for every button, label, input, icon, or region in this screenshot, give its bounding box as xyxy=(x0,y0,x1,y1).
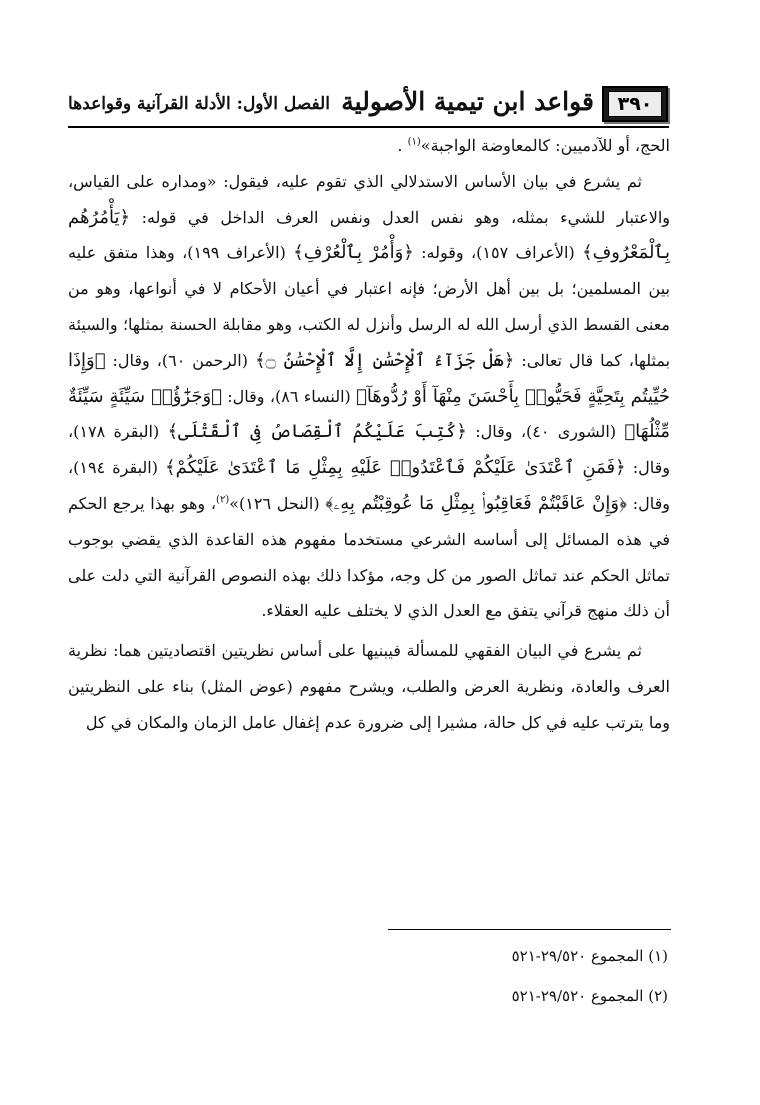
paragraph-1-end: . xyxy=(397,136,408,155)
text-segment: (النحل ١٢٦)» xyxy=(229,493,326,513)
footnote-ref-1: (١) xyxy=(407,136,421,148)
text-segment: ، وهو بهذا يرجع الحكم في هذه المسائل إلى أساسه الشرعي مستخدما مفهوم هذه القاعدة الذي يقضي بوجوب تماثل الحكم عند تماثل الصور من كل وجه، مؤكدا ذلك بهذه النصوص القرآنية التي دلت على أن ذلك منهج قرآني يتفق مع العدل الذي لا يختلف عليه العقلاء. xyxy=(68,493,670,621)
text-segment: (الرحمن ٦٠)، وقال: xyxy=(105,350,255,370)
text-segment: (البقرة ١٩٤)، وقال: xyxy=(68,458,670,513)
text-segment: (النساء ٨٦)، وقال: xyxy=(221,386,357,406)
paragraph-1-text: الحج، أو للآدميين: كالمعاوضة الواجبة» xyxy=(420,136,670,155)
footnote-1: (١) المجموع ٢٩/٥٢٠-٥٢١ xyxy=(511,947,668,965)
quran-verse: ﴿وَجَزَٰٓؤُا۟ سَيِّئَةٍ سَيِّئَةٌ مِّثْلُهَا﴾ xyxy=(68,385,670,443)
text-segment: (البقرة ١٧٨)، وقال: xyxy=(68,422,670,478)
main-text xyxy=(68,128,670,741)
footnote-2: (٢) المجموع ٢٩/٥٢٠-٥٢١ xyxy=(511,987,668,1005)
quran-verse: ﴿وَإِنْ عَاقَبْتُمْ فَعَاقِبُوا۟ بِمِثْلِ مَا عُوقِبْتُم بِهِۦ﴾ xyxy=(325,492,627,514)
footnote-divider xyxy=(388,929,671,930)
footnotes xyxy=(68,936,668,1016)
text-segment: (الشورى ٤٠)، وقال: xyxy=(466,422,625,442)
page-number-badge xyxy=(602,86,668,122)
quran-verse: ﴿كُتِبَ عَلَيْكُمُ ٱلْقِصَاصُ فِى ٱلْقَتْلَى﴾ xyxy=(167,421,467,443)
quran-verse: ﴿وَإِذَا حُيِّيتُم بِتَحِيَّةٍ فَحَيُّوا۟ بِأَحْسَنَ مِنْهَآ أَوْ رُدُّوهَآ﴾ xyxy=(68,349,670,407)
text-segment: (الأعراف ١٥٧)، وقوله: xyxy=(413,243,583,263)
quran-verse: ﴿يَأْمُرُهُم بِٱلْمَعْرُوفِ﴾ xyxy=(68,206,671,264)
text-segment: ثم يشرع في بيان الأساس الاستدلالي الذي تقوم عليه، فيقول: «ومداره على القياس، والاعتبار للشيء بمثله، وهو نفس العدل ونفس العرف الداخل في قوله: xyxy=(68,171,670,227)
paragraph-1 xyxy=(68,128,670,164)
text-segment: (الأعراف ١٩٩)، وهذا متفق عليه بين المسلمين؛ بل بين أهل الأرض؛ فإنه اعتبار في أعيان الأحكام لا في أنواعها، وهو من معنى القسط الذي أرسل الله له الرسل وأنزل له الكتب، وهو مقابلة الحسنة بمثلها؛ والسيئة بمثلها، كما قال تعالى: xyxy=(68,243,671,370)
chapter-title: الفصل الأول: الأدلة القرآنية وقواعدها xyxy=(68,94,330,114)
quran-verse: ﴿فَمَنِ ٱعْتَدَىٰ عَلَيْكُمْ فَٱعْتَدُوا۟ عَلَيْهِ بِمِثْلِ مَا ٱعْتَدَىٰ عَلَيْكُمْ﴾ xyxy=(165,457,626,479)
quran-verse: ﴿وَأْمُرْ بِٱلْعُرْفِ﴾ xyxy=(293,242,414,264)
paragraph-3: ثم يشرع في البيان الفقهي للمسألة فيبنيها على أساس نظريتين اقتصاديتين هما: نظرية العرف والعادة، ونظرية العرض والطلب، ويشرح مفهوم (عوض المثل) بناء على النظريتين وما يترتب عليه في كل حالة، مشيرا إلى ضرورة عدم إغفال عامل الزمان والمكان في كل xyxy=(68,641,670,732)
quran-verse: ﴿هَلْ جَزَآءُ ٱلْإِحْسَٰنِ إِلَّا ٱلْإِحْسَٰنُ ۝﴾ xyxy=(254,349,515,371)
paragraph-2 xyxy=(68,164,670,629)
footnote-ref-2: (٢) xyxy=(216,494,230,506)
page-number: ٣٩٠ xyxy=(608,91,662,117)
book-title: قواعد ابن تيمية الأصولية xyxy=(341,87,594,116)
running-header xyxy=(68,82,668,124)
